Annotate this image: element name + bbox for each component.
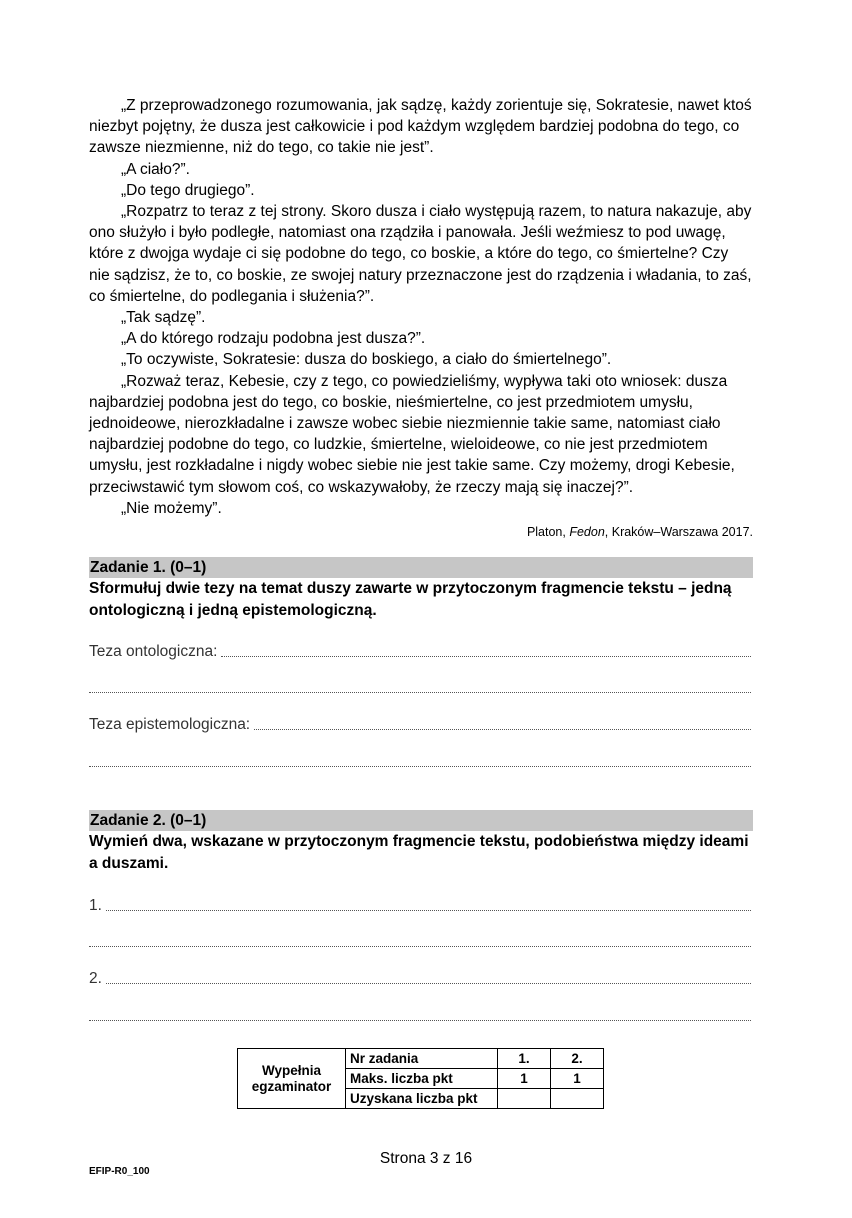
passage-paragraph: „A ciało?”. — [121, 160, 190, 178]
answer-line-1[interactable] — [89, 895, 751, 915]
ontological-label: Teza ontologiczna: — [89, 643, 218, 660]
answer-line-1-cont[interactable] — [89, 931, 751, 951]
dotted-line — [221, 655, 751, 657]
task-1-header: Zadanie 1. (0–1) — [89, 557, 753, 578]
fill-by-examiner-label: Wypełnia egzaminator — [238, 1049, 346, 1109]
earned-points-cell[interactable] — [551, 1089, 604, 1109]
earned-points-label: Uzyskana liczba pkt — [346, 1089, 498, 1109]
score-table — [237, 1048, 604, 1109]
answer-line-ontological-cont[interactable] — [89, 677, 751, 697]
passage — [89, 95, 753, 542]
epistemological-label: Teza epistemologiczna: — [89, 716, 251, 733]
passage-paragraph: „Rozpatrz to teraz z tej strony. Skoro dusza i ciało występują razem, to natura nakazuje, aby ono służyło i było podległe, natomiast ona rządziła i panowała. Jeśli weźmiesz to pod uwagę, które z dwojga wydaje ci się podobne do tego, co boskie, a które do tego, co śmiertelne? Czy nie sądzisz, że to, co boskie, ze swojej natury przeznaczone jest do rządzenia i władania, to zaś, co śmiertelne, do podlegania i służenia?”. — [89, 203, 752, 305]
passage-paragraph: „Z przeprowadzonego rozumowania, jak sądzę, każdy zorientuje się, Sokratesie, nawet ktoś niezbyt pojętny, że dusza jest całkowicie i pod każdym względem bardziej podobna do tego, co zawsze niezmienne, niż do tego, co takie nie jest”. — [89, 97, 752, 157]
task-number-label: Nr zadania — [346, 1049, 498, 1069]
answer-line-2[interactable] — [89, 968, 751, 988]
passage-paragraph: „To oczywiste, Sokratesie: dusza do boskiego, a ciało do śmiertelnego”. — [121, 351, 612, 369]
dotted-line — [89, 765, 751, 767]
passage-paragraph: „A do którego rodzaju podobna jest dusza?”. — [121, 330, 426, 348]
answer-line-ontological[interactable] — [89, 641, 751, 661]
passage-paragraph: „Do tego drugiego”. — [121, 181, 255, 199]
task-number-cell: 2. — [551, 1049, 604, 1069]
page-number: Strona 3 z 16 — [379, 1150, 473, 1167]
source-title: Fedon — [569, 525, 605, 540]
task-1-command: Sformułuj dwie tezy na temat duszy zawarte w przytoczonym fragmencie tekstu – jedną ontologiczną i jedną epistemologiczną. — [89, 580, 732, 619]
answer-2-label: 2. — [89, 970, 102, 987]
max-points-cell: 1 — [498, 1069, 551, 1089]
max-points-label: Maks. liczba pkt — [346, 1069, 498, 1089]
answer-line-2-cont[interactable] — [89, 1005, 751, 1025]
answer-1-label: 1. — [89, 897, 102, 914]
source-author: Platon, — [526, 525, 570, 540]
passage-paragraph: „Nie możemy”. — [121, 499, 222, 517]
answer-line-epistemological[interactable] — [89, 714, 751, 734]
dotted-line — [89, 945, 751, 947]
task-2-command: Wymień dwa, wskazane w przytoczonym fragmencie tekstu, podobieństwa między ideami a duszami. — [89, 833, 749, 872]
answer-line-epistemological-cont[interactable] — [89, 751, 751, 771]
max-points-cell: 1 — [551, 1069, 604, 1089]
task-number-cell: 1. — [498, 1049, 551, 1069]
passage-paragraph: „Rozważ teraz, Kebesie, czy z tego, co powiedzieliśmy, wypływa taki oto wniosek: dusza najbardziej podobna jest do tego, co boskie, nieśmiertelne, co jest przedmiotem umysłu, jednoideowe, nierozkładalne i zawsze wobec siebie niezmiennie takie same, natomiast ciało najbardziej podobne do tego, co ludzkie, śmiertelne, wieloideowe, co nie jest przedmiotem umysłu, jest rozkładalne i nigdy wobec siebie nie jest takie same. Czy możemy, drogi Kebesie, przeciwstawić tym słowom coś, co wskazywałoby, że rzeczy mają się inaczej?”. — [89, 372, 735, 496]
source-citation — [89, 522, 753, 542]
dotted-line — [89, 1019, 751, 1021]
dotted-line — [106, 982, 751, 984]
task-2 — [89, 810, 753, 1025]
task-1 — [89, 557, 753, 777]
exam-code: EFIP-R0_100 — [89, 1166, 150, 1177]
dotted-line — [89, 691, 751, 693]
passage-paragraph: „Tak sądzę”. — [121, 309, 206, 327]
dotted-line — [106, 909, 751, 911]
source-rest: , Kraków–Warszawa 2017. — [604, 525, 753, 540]
task-2-header: Zadanie 2. (0–1) — [89, 810, 753, 831]
dotted-line — [254, 728, 751, 730]
earned-points-cell[interactable] — [498, 1089, 551, 1109]
